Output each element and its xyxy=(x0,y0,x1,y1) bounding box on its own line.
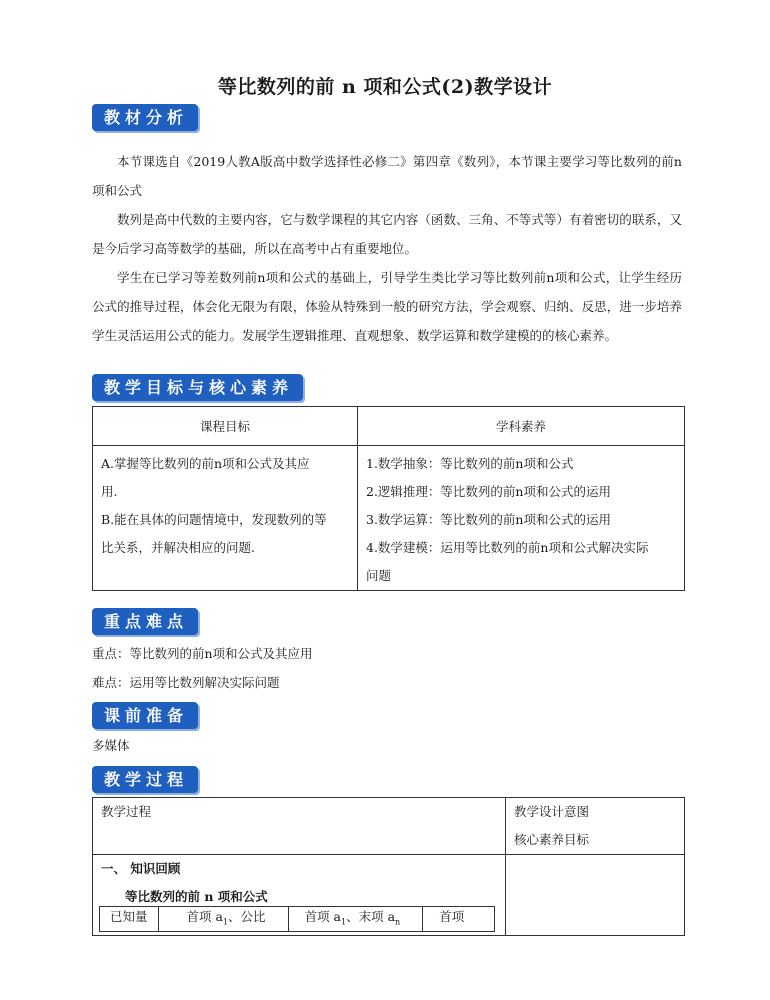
process-intent-line2: 核心素养目标 xyxy=(514,832,590,847)
goals-table xyxy=(92,406,685,591)
section-badge-process: 教学过程 xyxy=(92,766,198,793)
process-sub-title: 等比数列的前 n 项和公式 xyxy=(125,889,268,904)
known-option-first-ratio: 首项 $a_1$、公比 xyxy=(158,907,288,932)
section-badge-goals: 教学目标与核心素养 xyxy=(92,374,303,401)
process-intent-cell xyxy=(506,855,685,936)
goals-course-line: 用. xyxy=(101,484,118,499)
goals-literacy-line: 4.数学建模：运用等比数列的前n项和公式解决实际 xyxy=(366,540,649,555)
goals-literacy-cell xyxy=(358,446,685,591)
process-section-title: 一、 知识回顾 xyxy=(101,861,181,876)
analysis-paragraph-1: 本节课选自《2019人教A版高中数学选择性必修二》第四章《数列》，本节课主要学习等比数列的前n项和公式 xyxy=(92,154,682,198)
goals-literacy-line: 问题 xyxy=(366,568,392,583)
goals-course-line: 比关系，并解决相应的问题. xyxy=(101,540,255,555)
known-option-first-last: 首项 $a_1$、末项 $a_n$ xyxy=(288,907,423,932)
known-label-cell: 已知量 xyxy=(100,907,159,932)
goals-header-course: 课程目标 xyxy=(93,407,358,446)
known-option-first: 首项 xyxy=(423,907,495,932)
goals-literacy-line: 2.逻辑推理：等比数列的前n项和公式的运用 xyxy=(366,484,611,499)
goals-header-literacy: 学科素养 xyxy=(358,407,685,446)
section-badge-prep: 课前准备 xyxy=(92,702,198,729)
goals-course-line: B.能在具体的问题情境中，发现数列的等 xyxy=(101,512,327,527)
process-intent-line1: 教学设计意图 xyxy=(514,804,590,819)
process-header-intent xyxy=(506,798,685,855)
goals-course-cell xyxy=(93,446,358,591)
page-title: 等比数列的前 n 项和公式(2)教学设计 xyxy=(217,76,553,98)
goals-course-line: A.掌握等比数列的前n项和公式及其应 xyxy=(101,456,310,471)
prep-text: 多媒体 xyxy=(92,738,130,753)
known-quantity-table xyxy=(99,906,495,932)
goals-literacy-line: 1.数学抽象：等比数列的前n项和公式 xyxy=(366,456,574,471)
key-point-text: 重点：等比数列的前n项和公式及其应用 xyxy=(92,646,313,661)
process-header-main xyxy=(93,798,506,855)
difficulty-text: 难点：运用等比数列解决实际问题 xyxy=(92,675,280,690)
section-badge-analysis: 教材分析 xyxy=(92,104,198,131)
analysis-paragraph-3: 学生在已学习等差数列前n项和公式的基础上，引导学生类比学习等比数列前n项和公式，让学生经历公式的推导过程，体会化无限为有限，体验从特殊到一般的研究方法，学会观察、归纳、反思，进一步培养学生灵活运用公式的能力。发展学生逻辑推理、直观想象、数学运算和数学建模的的核心素养。 xyxy=(92,270,682,343)
process-header-label: 教学过程 xyxy=(101,804,152,819)
section-badge-keypoints: 重点难点 xyxy=(92,608,198,635)
goals-literacy-line: 3.数学运算：等比数列的前n项和公式的运用 xyxy=(366,512,611,527)
analysis-paragraph-2: 数列是高中代数的主要内容，它与数学课程的其它内容（函数、三角、不等式等）有着密切的联系，又是今后学习高等数学的基础，所以在高考中占有重要地位。 xyxy=(92,212,682,256)
